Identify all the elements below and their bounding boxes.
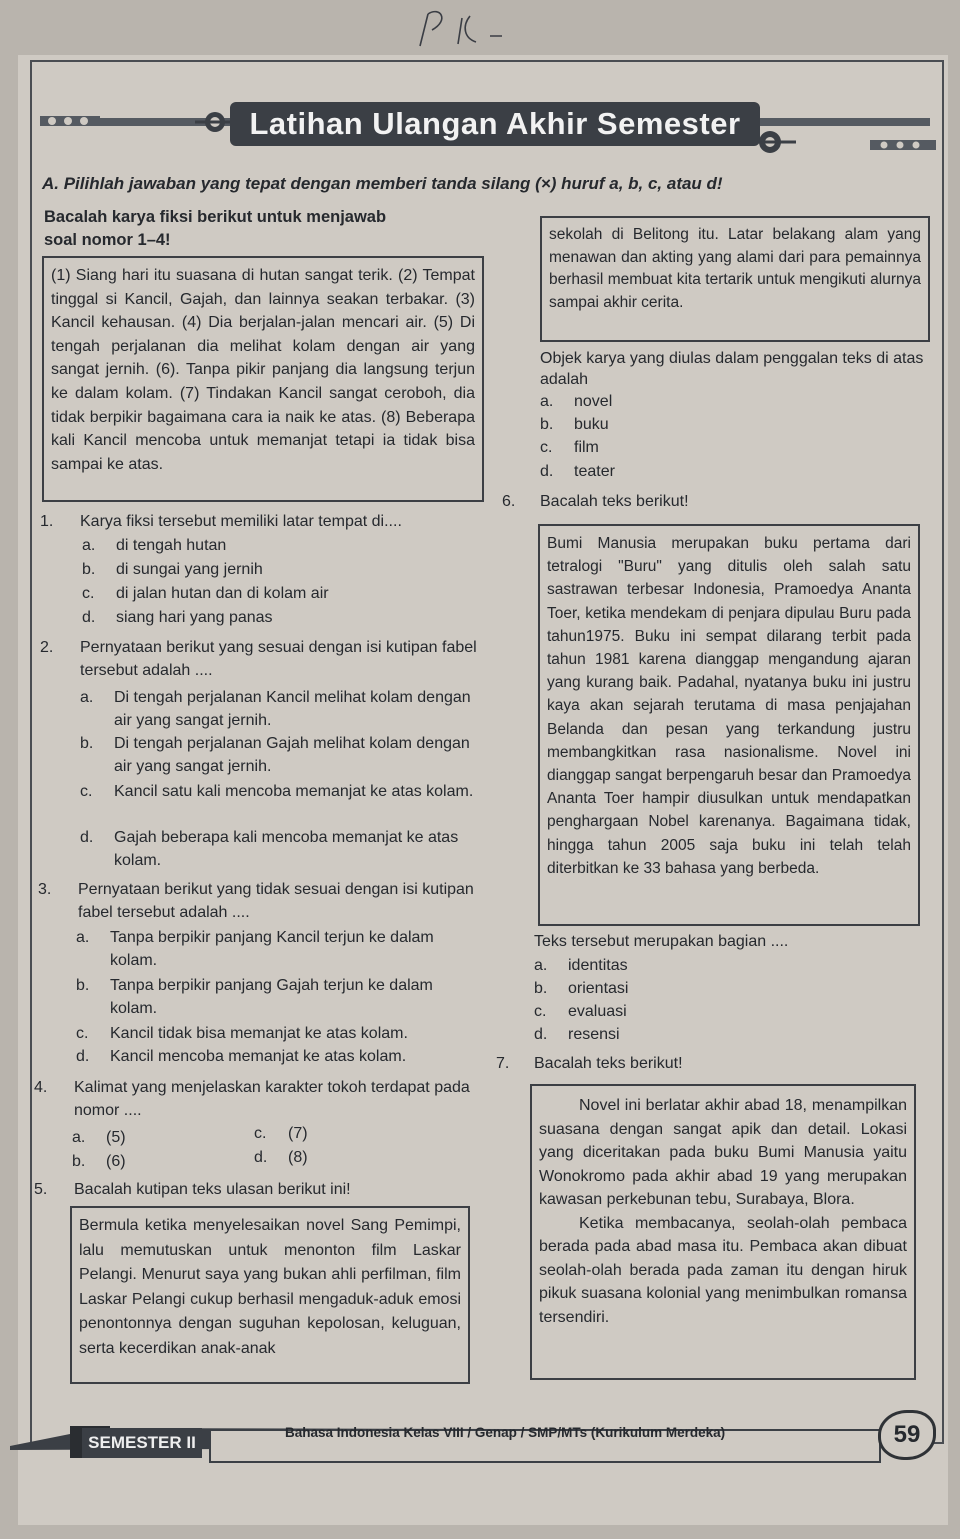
question-number: 6. [502, 493, 516, 510]
option-d[interactable]: d. resensi [534, 1026, 620, 1043]
banner-right-ornament [860, 136, 940, 156]
option-c[interactable]: c. evaluasi [534, 1003, 627, 1020]
option-b[interactable]: b. Di tengah perjalanan Gajah melihat kolam dengan air yang sangat jernih. [80, 735, 470, 775]
question-stem: Pernyataan berikut yang sesuai dengan isi kutipan fabel tersebut adalah .... [80, 639, 477, 679]
story-box [42, 256, 484, 502]
title-banner [230, 102, 760, 146]
question-3 [38, 878, 480, 924]
question-stem: Bacalah teks berikut! [540, 493, 689, 510]
question-stem: Karya fiksi tersebut memiliki latar tempat di.... [80, 513, 402, 530]
option-b[interactable]: b. di sungai yang jernih [82, 561, 263, 578]
option-a[interactable]: a. Tanpa berpikir panjang Kancil terjun ke dalam kolam. [76, 929, 434, 969]
question-stem: Bacalah teks berikut! [534, 1055, 683, 1072]
option-d[interactable]: d. siang hari yang panas [82, 609, 273, 626]
story-intro-line: soal nomor 1–4! [44, 231, 171, 249]
option-c[interactable]: c. film [540, 439, 599, 456]
q7-passage-box [530, 1084, 916, 1380]
question-number: 5. [34, 1181, 48, 1198]
question-number: 4. [34, 1079, 48, 1096]
option-b[interactable]: b. buku [540, 416, 609, 433]
book-info: Bahasa Indonesia Kelas VIII / Genap / SMP/MTs (Kurikulum Merdeka) [285, 1425, 726, 1440]
instruction: A. Pilihlah jawaban yang tepat dengan memberi tanda silang (×) huruf a, b, c, atau d! [42, 174, 723, 193]
question-number: 7. [496, 1055, 510, 1072]
story-text: (1) Siang hari itu suasana di hutan sangat terik. (2) Tempat tinggal si Kancil, Gajah, dan lainnya seakan terbakar. (3) Kancil kehausan. (4) Dia berjalan-jalan mencari air. (5) Di tengah perjalanan dia melihat kolam dengan air yang sangat jernih. (6). Tanpa pikir panjang dia langsung terjun ke dalam kolam. (7) Tindakan Kancil sangat ceroboh, dia tidak berpikir bagaimana cara ia naik ke atas. (8) Beberapa kali Kancil mencoba untuk memanjat tetapi ia tidak bisa sampai ke atas. [51, 267, 475, 473]
question-number: 1. [40, 513, 54, 530]
option-c[interactable]: c. (7) [254, 1125, 308, 1142]
option-b[interactable]: b. Tanpa berpikir panjang Gajah terjun ke dalam kolam. [76, 977, 433, 1017]
page-title: Latihan Ulangan Akhir Semester [249, 106, 741, 141]
question-6 [502, 490, 932, 513]
option-d[interactable]: d. teater [540, 463, 615, 480]
q6-question: Teks tersebut merupakan bagian .... [534, 933, 789, 950]
question-5 [34, 1178, 480, 1201]
story-intro-line: Bacalah karya fiksi berikut untuk menjawab [44, 208, 387, 226]
q5-passage-continued-box [540, 216, 930, 342]
option-b[interactable]: b. orientasi [534, 980, 629, 997]
question-number: 2. [40, 639, 54, 656]
option-b[interactable]: b. (6) [72, 1153, 126, 1170]
q5-passage-box [70, 1206, 470, 1384]
option-c[interactable]: c. Kancil satu kali mencoba memanjat ke atas kolam. [80, 783, 474, 800]
question-2 [40, 636, 480, 682]
gear-icon [740, 128, 800, 160]
option-a[interactable]: a. Di tengah perjalanan Kancil melihat kolam dengan air yang sangat jernih. [80, 689, 471, 729]
page-number: 59 [878, 1410, 936, 1460]
question-stem: Kalimat yang menjelaskan karakter tokoh terdapat pada nomor .... [74, 1079, 470, 1119]
option-a[interactable]: a. (5) [72, 1129, 126, 1146]
question-7 [496, 1052, 926, 1075]
option-a[interactable]: a. novel [540, 393, 613, 410]
q7-paragraph-2: Ketika membacanya, seolah-olah pembaca berada pada abad masa itu. Pembaca akan dibuat seolah-olah berada pada zaman itu dengan hiruk pikuk suasana kolonial yang menimbulkan romansa tersendiri. [539, 1214, 907, 1326]
q5-question: Objek karya yang diulas dalam penggalan teks di atas adalah [540, 350, 924, 388]
option-a[interactable]: a. di tengah hutan [82, 537, 227, 554]
question-stem: Bacalah kutipan teks ulasan berikut ini! [74, 1181, 351, 1198]
option-d[interactable]: d. (8) [254, 1149, 308, 1166]
q6-passage: Bumi Manusia merupakan buku pertama dari tetralogi "Buru" yang ditulis oleh salah satu sastrawan terbesar Indonesia, Pramoedya Ananta Toer, ketika mendekam di penjara dipulau Buru pada tahun1975. Buku ini sempat dilarang terbit pada tahun 1981 karena dianggap mengandung ajaran yang kurang baik. Padahal, nyatanya buku ini justru kaya akan sejarah terutama di masa penjajahan Belanda dan pesan yang terkandung justru membangkitkan rasa nasionalisme. Novel ini dianggap sangat berpengaruh besar dan Pramoedya Ananta Toer hampir diusulkan untuk mendapatkan penghargaan Nobel karenanya. Bagaimana tidak, hingga tahun 2005 saja buku ini telah telah diterbitkan ke 33 bahasa yang berbeda. [547, 535, 911, 877]
question-4 [34, 1076, 480, 1122]
banner-left-ornament [40, 108, 120, 134]
option-c[interactable]: c. di jalan hutan dan di kolam air [82, 585, 329, 602]
q7-paragraph-1: Novel ini berlatar akhir abad 18, menampilkan suasana dengan sangat apik dan detail. Lokasi yang diceritakan pada buku Bumi Manusia yaitu Wonokromo pada akhir abad 19 yang merupakan kawasan perkebunan tebu, Surabaya, Blora. [539, 1097, 907, 1208]
option-a[interactable]: a. identitas [534, 957, 628, 974]
q6-passage-box [538, 524, 920, 926]
option-c[interactable]: c. Kancil tidak bisa memanjat ke atas kolam. [76, 1025, 408, 1042]
semester-label: SEMESTER II [82, 1428, 202, 1458]
option-d[interactable]: d. Gajah beberapa kali mencoba memanjat ke atas kolam. [80, 829, 459, 869]
question-1 [40, 510, 480, 533]
option-d[interactable]: d. Kancil mencoba memanjat ke atas kolam. [76, 1048, 407, 1065]
story-intro [44, 206, 494, 252]
handwritten-mark [410, 6, 550, 56]
q5-passage-continued: sekolah di Belitong itu. Latar belakang alam yang menawan dan akting yang alami dari para pemainnya berhasil membuat kita tertarik untuk mengikuti alurnya sampai akhir cerita. [549, 226, 921, 312]
q5-passage: Bermula ketika menyelesaikan novel Sang Pemimpi, lalu memutuskan untuk menonton film Laskar Pelangi. Menurut saya yang bukan ahli perfilman, film Laskar Pelangi cukup berhasil mengaduk-aduk emosi penontonnya dengan suguhan kepolosan, keluguan, serta kecerdikan anak-anak [79, 1217, 461, 1357]
question-number: 3. [38, 881, 52, 898]
question-stem: Pernyataan berikut yang tidak sesuai dengan isi kutipan fabel tersebut adalah .... [78, 881, 474, 921]
